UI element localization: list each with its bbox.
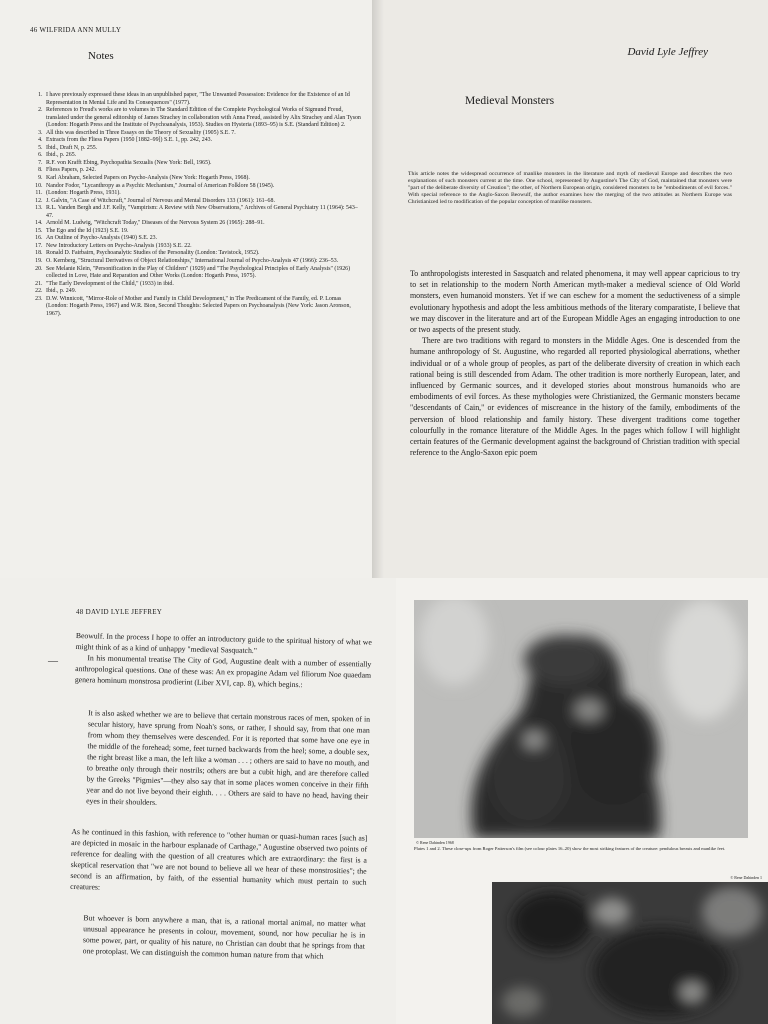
article-body-continued	[69, 630, 372, 963]
note-item: 16. An Outline of Psycho-Analysis (1940) S.E. 23.	[44, 235, 362, 243]
block-quote: But whoever is born anywhere a man, that is, a rational mortal animal, no matter what unusual appearance he presents in colour, movement, sound, nor how peculiar he is in some power, part, or quality of his nature, no Christian can doubt that he springs from that one protoplast. We can distinguish the common human nature from that which	[82, 913, 366, 961]
note-item: 19. O. Kernberg, "Structural Derivatives of Object Relationships," International Journal of Psycho-Analysis 47 (1966): 236–53.	[44, 258, 362, 266]
note-item: 5. Ibid., Draft N, p. 255.	[44, 145, 362, 153]
note-item: 17. New Introductory Letters on Psycho-Analysis (1933) S.E. 22.	[44, 243, 362, 251]
article-abstract: This article notes the widespread occurrence of manlike monsters in the literature and myth of medieval Europe and describes the two explanations of such monsters current at the time. One school, represented by Augustine's The City of God, maintained that monsters were "part of the deliberate diversity of Creation"; the other, of Northern European origin, considered monsters to be "embodiments of evil forces." With special reference to the Anglo-Saxon Beowulf, the author examines how the merging of the two attitudes as Northern Europe was Christianized led to modification of the popular conception of manlike monsters.	[408, 171, 732, 206]
body-paragraph: To anthropologists interested in Sasquatch and related phenomena, it may well appear capricious to try to set in relationship to the modern North American myth-maker a medieval science of Old World monsters, even humanoid monsters. Yet if we can eschew for a moment the seductiveness of a simple evolutionary hypothesis and adopt the less ambitious methods of the literary comparatiste, I believe that we may discover in the literature and art of the European Middle Ages an engaging introduction to one or two aspects of the present study.	[410, 269, 740, 335]
gutter-shadow	[372, 0, 384, 578]
body-paragraph: There are two traditions with regard to monsters in the Middle Ages. One is descended from the humane anthropology of St. Augustine, who regarded all reported physiological aberrations, whether individual or of a whole group of peoples, as part of the deliberate diversity of creation in which each rational being is still descended from Adam. The other tradition is more northerly European, later, and influenced by Germanic sources, and it developed stories about monstrous humanoids who are embodiments of evil forces. As these mythologies were Christianized, the Germanic monsters became "descendants of Cain," or evidences of miscreance in the history of the family, embodiments of the perversion of blood relationship and family history. These divergent traditions come together colourfully in the romance literature of the Middle Ages. In the pages which follow I will highlight certain features of the Germanic development against the background of Christian tradition with special reference to the Anglo-Saxon epic poem	[410, 336, 740, 458]
running-header: 46 WILFRIDA ANN MULLY	[30, 26, 122, 34]
notes-list	[30, 92, 362, 318]
plate-1-photo	[414, 600, 748, 838]
photo-credit: © Rene Dahinden 1968	[416, 840, 454, 845]
note-item: 8. Fliess Papers, p. 242.	[44, 167, 362, 175]
article-title: Medieval Monsters	[465, 95, 555, 107]
note-item: 3. All this was described in Three Essays on the Theory of Sexuality (1905) S.E. 7.	[44, 130, 362, 138]
note-item: 15. The Ego and the Id (1923) S.E. 19.	[44, 228, 362, 236]
note-item: 23. D.W. Winnicott, "Mirror-Role of Mother and Family in Child Development," in The Predicament of the Family, ed. P. Lomas (London: Hogarth Press, 1967) and W.R. Bion, Second Thoughts: Selected Papers on Psychoanalysis (New York: Jason Aronson, 1967).	[44, 296, 362, 319]
photo-credit: © Rene Dahinden 1	[730, 875, 762, 880]
note-item: 1. I have previously expressed these ideas in an unpublished paper, "The Unwanted Possession: Evidence for the Existence of an Id Representation in Mental Life and Its Consequences" (1977).	[44, 92, 362, 107]
note-item: 18. Ronald D. Fairbairn, Psychoanalytic Studies of the Personality (London: Tavistock, 1952).	[44, 250, 362, 258]
page-48	[0, 578, 396, 1024]
note-item: 9. Karl Abraham, Selected Papers on Psycho-Analysis (New York: Hogarth Press, 1968).	[44, 175, 362, 183]
note-item: 22. Ibid., p. 249.	[44, 288, 362, 296]
article-body	[410, 268, 740, 458]
plate-1-image	[414, 600, 748, 838]
plate-2-photo	[492, 882, 768, 1024]
body-paragraph: Beowulf. In the process I hope to offer an introductory guide to the spiritual history of what we might think of as a kind of unhappy "medieval Sasquatch."	[75, 630, 372, 656]
notes-heading: Notes	[88, 50, 114, 62]
margin-mark: —	[48, 656, 58, 667]
body-paragraph: As he continued in this fashion, with reference to "other human or quasi-human races [such as] are depicted in mosaic in the harbour esplanade of Carthage," Augustine observed two points of reference for dealing with the question of all creatures which are extraordinary: the first is a skeptical reservation that "we are not bound to believe all we hear of these monstrosities"; the second is an affirmation, by faith, of the essential humanity which must pertain to such creatures:	[70, 826, 368, 892]
article-author: David Lyle Jeffrey	[627, 46, 708, 58]
plate-caption: Plates 1 and 2. These close-ups from Roger Patterson's film (see colour plates 16–20) show the most striking features of the creature: pendulous breasts and manlike feet.	[414, 846, 726, 851]
note-item: 11. (London: Hogarth Press, 1931).	[44, 190, 362, 198]
page-47	[372, 0, 768, 578]
note-item: 20. See Melanie Klein, "Personification in the Play of Children" (1929) and "The Psychological Principles of Early Analysis" (1926) collected in Love, Hate and Reparation and Other Works (London: Hogarth Press, 1975).	[44, 266, 362, 281]
block-quote: It is also asked whether we are to believe that certain monstrous races of men, spoken of in secular history, have sprung from Noah's sons, or rather, I should say, from that one man from whom they themselves were descended. For it is reported that some have one eye in the middle of the forehead; some, feet turned backwards from the heel; some, a double sex, the right breast like a man, the left like a woman . . . ; others are said to have no mouth, and to breathe only through their nostrils; others are but a cubit high, and are therefore called by the Greeks "Pigmies"—they also say that in some places women conceive in their fifth year and do not live beyond their eighth. . . . Others are said to have no head, having their eyes in their shoulders.	[86, 708, 371, 807]
note-item: 10. Nandor Fodor, "Lycanthropy as a Psychic Mechanism," Journal of American Folklore 58 (1945).	[44, 183, 362, 191]
plate-2-image	[492, 882, 768, 1024]
body-paragraph: In his monumental treatise The City of God, Augustine dealt with a number of essentially anthropological questions. One of these was: An ex propagine Adam vel filiorum Noe quaedam genera hominum monstrosa prodierint (Liber XVI, cap. 8), which begins.:	[74, 653, 372, 690]
page-49	[396, 578, 768, 1024]
note-item: 6. Ibid., p. 265.	[44, 152, 362, 160]
note-item: 2. References to Freud's works are to volumes in The Standard Edition of the Complete Psychological Works of Sigmund Freud, translated under the general editorship of James Strachey in collaboration with Anna Freud, assisted by Alix Strachey and Alan Tyson (London: Hogarth Press and the Institute of Psychoanalysis, 1953). Studies on Hysteria (1893–95) is S.E. (Standard Edition) 2.	[44, 107, 362, 130]
note-item: 4. Extracts from the Fliess Papers (1950 [1882–99]) S.E. 1, pp. 242, 243.	[44, 137, 362, 145]
note-item: 14. Arnold M. Ludwig, "Witchcraft Today," Diseases of the Nervous System 26 (1965): 288–91.	[44, 220, 362, 228]
note-item: 21. "The Early Development of the Child," (1933) in ibid.	[44, 281, 362, 289]
note-item: 12. J. Galvin, "A Case of Witchcraft," Journal of Nervous and Mental Disorders 133 (1961): 161–68.	[44, 198, 362, 206]
page-46	[0, 0, 372, 578]
note-item: 7. R.F. von Krafft Ebing, Psychopathia Sexualis (New York: Bell, 1965).	[44, 160, 362, 168]
note-item: 13. R.L. Vanden Bergh and J.F. Kelly, "Vampirism: A Review with New Observations," Archives of General Psychiatry 11 (1964): 543–47.	[44, 205, 362, 220]
running-header: 48 DAVID LYLE JEFFREY	[76, 608, 163, 616]
